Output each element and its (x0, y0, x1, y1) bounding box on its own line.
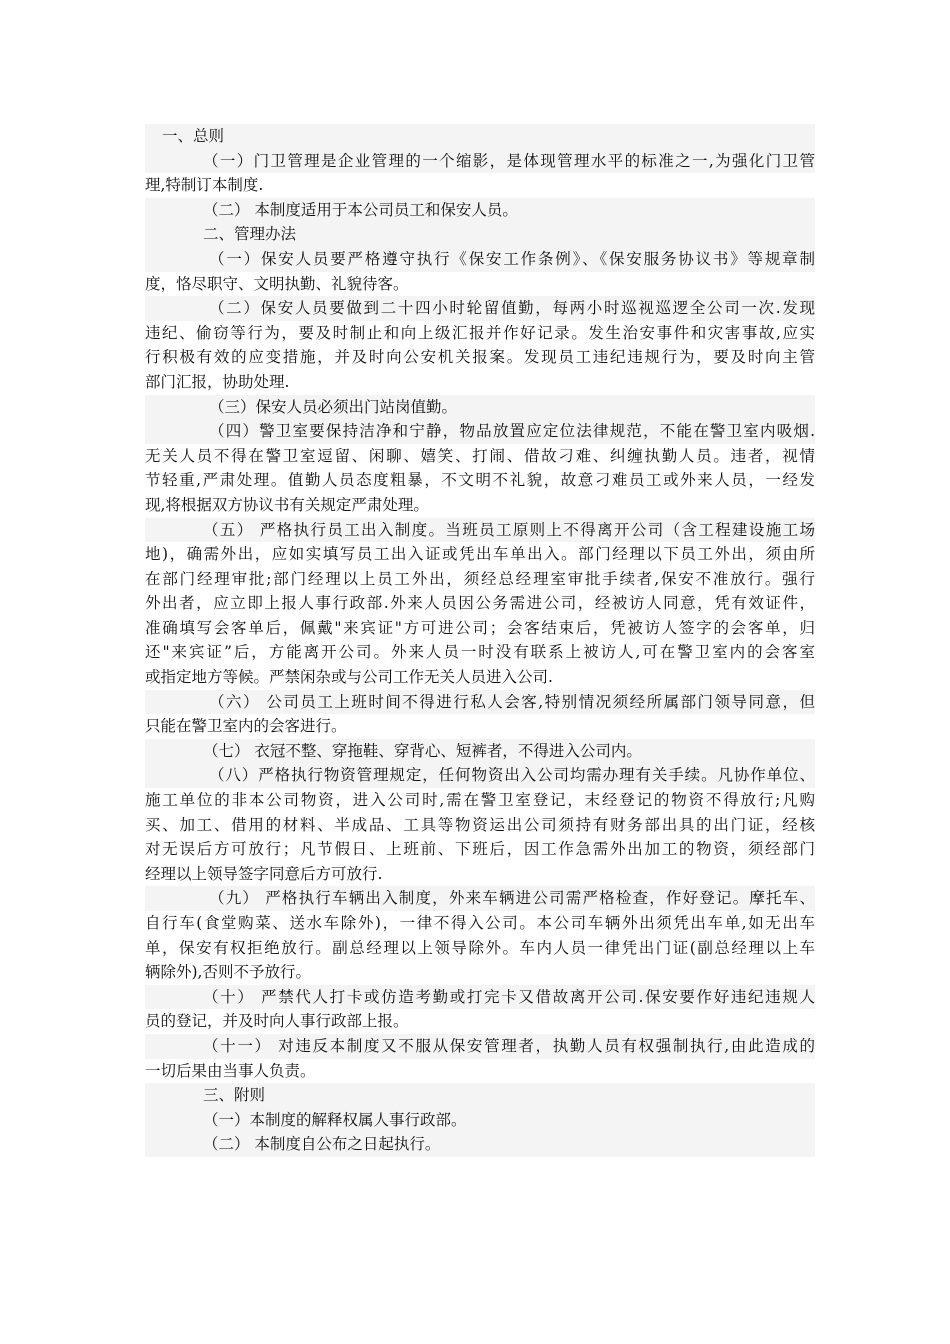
paragraph-line: 辆除外),否则不予放行。 (145, 963, 311, 982)
paragraph-first-line: （一）本制度的解释权属人事行政部。 (145, 1108, 815, 1133)
paragraph (145, 1108, 815, 1133)
paragraph-first-line: 一、总则 (145, 124, 815, 149)
paragraph-line: 现,将根据双方协议书有关规定严肃处理。 (145, 495, 429, 514)
paragraph-first-line: （十一） 对违反本制度又不服从保安管理者，执勤人员有权强制执行,由此造成的 (145, 1034, 815, 1059)
paragraph-line: 无关人员不得在警卫室逗留、闲聊、嬉笑、打闹、借故刁难、纠缠执勤人员。违者，视情 (145, 446, 815, 465)
paragraph-first-line: 二、管理办法 (145, 222, 815, 247)
paragraph-line: 或指定地方等候。严禁闲杂或与公司工作无关人员进入公司. (145, 668, 553, 687)
paragraph-line: 准确填写会客单后，佩戴"来宾证"方可进公司；会客结束后，凭被访人签字的会客单，归 (145, 618, 815, 637)
paragraph (145, 690, 815, 739)
paragraph-line: 外出者，应立即上报人事行政部.外来人员因公务需进公司，经被访人同意，凭有效证件， (145, 594, 815, 613)
paragraph-first-line: （八）严格执行物资管理规定，任何物资出入公司均需办理有关手续。凡协作单位、 (145, 763, 815, 788)
paragraph-line: 员的登记，并及时向人事行政部上报。 (145, 1012, 409, 1031)
paragraph (145, 149, 815, 198)
paragraph (145, 1083, 815, 1108)
paragraph-first-line: （六） 公司员工上班时间不得进行私人会客,特别情况须经所属部门领导同意，但 (145, 690, 815, 715)
paragraph-line: 节轻重,严肃处理。值勤人员态度粗暴，不文明不礼貌，故意刁难员工或外来人员，一经发 (145, 471, 815, 490)
paragraph-line: 还"来宾证”后，方能离开公司。外来人员一时没有联系上被访人,可在警卫室内的会客室 (145, 643, 815, 662)
paragraph-line: 一切后果由当事人负责。 (145, 1061, 316, 1080)
paragraph-line: 在部门经理审批;部门经理以上员工外出，须经总经理室审批手续者,保安不准放行。强行 (145, 569, 815, 588)
paragraph-first-line: 三、附则 (145, 1083, 815, 1108)
paragraph-first-line: （二）保安人员要做到二十四小时轮留值勤，每两小时巡视巡逻全公司一次.发现 (145, 296, 815, 321)
paragraph-line: 地)，确需外出，应如实填写员工出入证或凭出车单出入。部门经理以下员工外出，须由所 (145, 545, 815, 564)
paragraph-first-line: （九） 严格执行车辆出入制度，外来车辆进公司需严格检查，作好登记。摩托车、 (145, 886, 815, 911)
paragraph-first-line: （二） 本制度自公布之日起执行。 (145, 1132, 815, 1157)
paragraph-line: 施工单位的非本公司物资，进入公司时,需在警卫室登记，末经登记的物资不得放行;凡购 (145, 791, 815, 810)
paragraph (145, 886, 815, 984)
paragraph-first-line: （十） 严禁代人打卡或仿造考勤或打完卡又借故离开公司.保安要作好违纪违规人 (145, 985, 815, 1010)
document-body (145, 124, 815, 1157)
paragraph-line: 度，恪尽职守、文明执勤、礼貌待客。 (145, 274, 409, 293)
paragraph-line: 行积极有效的应变措施，并及时向公安机关报案。发现员工违纪违规行为，要及时向主管 (145, 348, 815, 367)
paragraph-line: 经理以上领导签字同意后方可放行. (145, 864, 383, 883)
paragraph-first-line: （一）保安人员要严格遵守执行《保安工作条例》、《保安服务协议书》等规章制 (145, 247, 815, 272)
paragraph (145, 296, 815, 394)
paragraph-line: 理,特制订本制度. (145, 176, 264, 195)
paragraph-first-line: （一）门卫管理是企业管理的一个缩影，是体现管理水平的标准之一,为强化门卫管 (145, 149, 815, 174)
paragraph (145, 247, 815, 296)
paragraph (145, 1034, 815, 1083)
paragraph-line: 对无误后方可放行；凡节假日、上班前、下班后，因工作急需外出加工的物资，须经部门 (145, 840, 815, 859)
paragraph (145, 124, 815, 149)
paragraph (145, 419, 815, 517)
paragraph (145, 198, 815, 223)
paragraph-line: 违纪、偷窃等行为，要及时制止和向上级汇报并作好记录。发生治安事件和灾害事故,应实 (145, 323, 815, 342)
paragraph-line: 部门汇报，协助处理. (145, 372, 290, 391)
paragraph-first-line: （四）警卫室要保持洁净和宁静，物品放置应定位法律规范，不能在警卫室内吸烟. (145, 419, 815, 444)
paragraph-line: 只能在警卫室内的会客进行。 (145, 717, 347, 736)
paragraph (145, 395, 815, 420)
paragraph (145, 763, 815, 886)
paragraph-first-line: （三）保安人员必须出门站岗值勤。 (145, 395, 815, 420)
paragraph-first-line: （七） 衣冠不整、穿拖鞋、穿背心、短裤者，不得进入公司内。 (145, 739, 815, 764)
paragraph-line: 自行车(食堂购菜、送水车除外)，一律不得入公司。本公司车辆外出须凭出车单,如无出车 (145, 914, 815, 932)
paragraph (145, 222, 815, 247)
paragraph (145, 518, 815, 690)
paragraph (145, 985, 815, 1034)
paragraph (145, 739, 815, 764)
paragraph-first-line: （五） 严格执行员工出入制度。当班员工原则上不得离开公司（含工程建设施工场 (145, 518, 815, 543)
paragraph-line: 买、加工、借用的材料、半成品、工具等物资运出公司须持有财务部出具的出门证，经核 (145, 815, 815, 834)
paragraph-first-line: （二） 本制度适用于本公司员工和保安人员。 (145, 198, 815, 223)
paragraph (145, 1132, 815, 1157)
paragraph-line: 单，保安有权拒绝放行。副总经理以上领导除外。车内人员一律凭出门证(副总经理以上车 (145, 938, 815, 957)
